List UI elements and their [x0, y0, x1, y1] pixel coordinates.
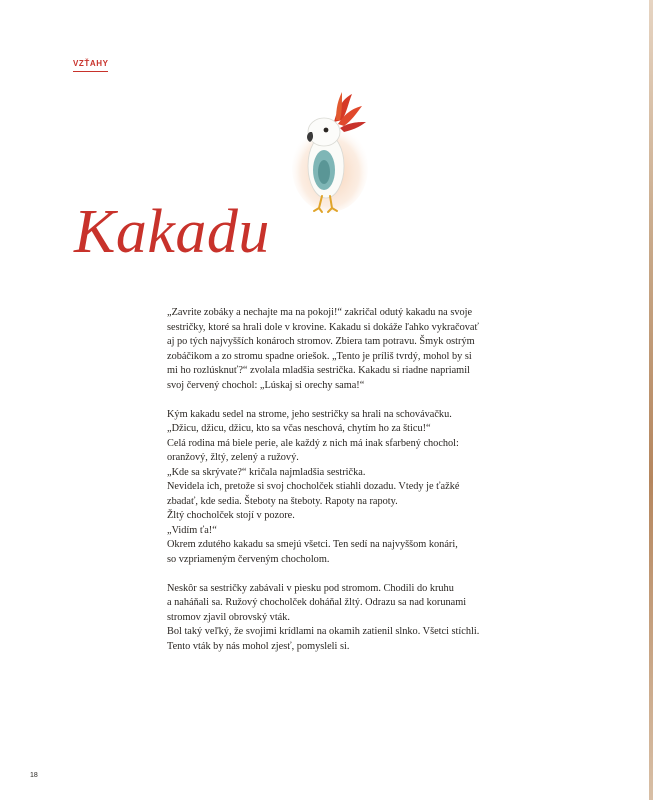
text-line: Celá rodina má biele perie, ale každý z nich má inak sfarbený chochol:: [167, 437, 459, 449]
text-line: Kým kakadu sedel na strome, jeho sestričky sa hrali na schovávačku.: [167, 408, 452, 420]
text-line: Neskôr sa sestričky zabávali v piesku pod stromom. Chodili do kruhu: [167, 582, 454, 594]
cockatoo-illustration: [292, 88, 374, 218]
section-label: VZŤAHY: [73, 59, 109, 68]
text-line: mi ho rozlúsknuť?“ zvolala mladšia sestrička. Kakadu si riadne napriamil: [167, 365, 470, 376]
paragraph-gap: [167, 393, 507, 408]
text-line: svoj červený chochol: „Lúskaj si orechy sama!“: [167, 379, 365, 391]
book-spine-edge: [649, 0, 653, 800]
paragraph: [167, 306, 507, 393]
text-line: zbadať, kde sedia. Šteboty na šteboty. Rapoty na rapoty.: [167, 495, 398, 507]
text-line: Bol taký veľký, že svojimi krídlami na okamih zatienil slnko. Všetci stíchli.: [167, 626, 480, 637]
text-line: „Zavrite zobáky a nechajte ma na pokoji!“ zakričal odutý kakadu na svoje: [167, 307, 473, 318]
text-line: „Vidím ťa!“: [167, 524, 217, 536]
text-line: Tento vták by nás mohol zjesť, pomysleli si.: [167, 640, 350, 652]
section-underline: [73, 71, 108, 72]
text-line: a naháňali sa. Ružový chocholček doháňal žltý. Odrazu sa nad korunami: [167, 597, 467, 608]
story-title: Kakadu: [74, 198, 270, 266]
paragraph-gap: [167, 567, 507, 582]
text-line: oranžový, žltý, zelený a ružový.: [167, 452, 299, 463]
paragraph: [167, 408, 507, 568]
text-line: Nevidela ich, pretože si svoj chocholček stiahli dozadu. Vtedy je ťažké: [167, 481, 460, 492]
text-line: Okrem zdutého kakadu sa smejú všetci. Ten sedí na najvyššom konári,: [167, 539, 458, 550]
text-line: „Kde sa skrývate?“ kričala najmladšia sestrička.: [167, 466, 366, 478]
text-line: so vzpriameným červeným chocholom.: [167, 553, 330, 565]
text-line: Žltý chocholček stojí v pozore.: [167, 510, 295, 521]
text-line: zobáčikom a zo stromu spadne oriešok. „Tento je príliš tvrdý, mohol by si: [167, 350, 472, 362]
text-line: stromov zjavil obrovský vták.: [167, 611, 290, 623]
text-line: aj po tých najvyšších konároch stromov. Zbiera tam potravu. Šmyk ostrým: [167, 336, 475, 347]
text-line: „Džicu, džicu, džicu, kto sa včas neschová, chytím ho za šticu!“: [167, 423, 431, 434]
paragraph: [167, 582, 507, 655]
page-number: 18: [30, 772, 38, 779]
text-line: sestričky, ktoré sa hrali dole v krovine. Kakadu si dokáže ľahko vykračovať: [167, 321, 479, 333]
story-body: [167, 306, 507, 654]
